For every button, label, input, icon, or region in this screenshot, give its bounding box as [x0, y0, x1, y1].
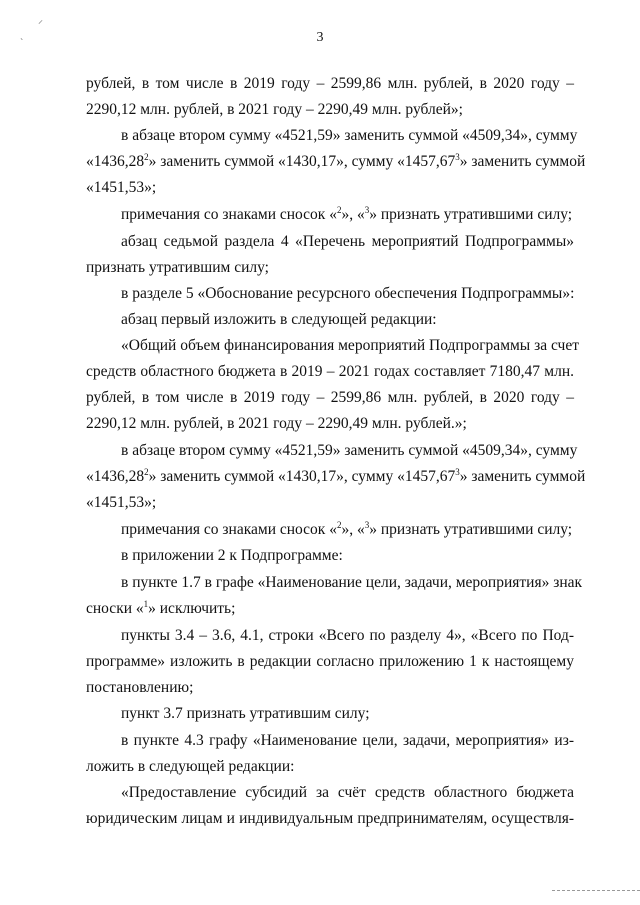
text-line: в разделе 5 «Обоснование ресурсного обеспечения Подпрограммы»:: [121, 285, 575, 302]
page-number: 3: [316, 30, 324, 45]
text-line: ложить в следующей редакции:: [86, 758, 295, 775]
text-line: сноски «$^1$» исключить;: [86, 598, 236, 617]
text-line: в абзаце втором сумму «4521,59» заменить суммой «4509,34», сумму: [121, 127, 578, 144]
text-line: абзац седьмой раздела 4 «Перечень мероприятий Подпрограммы»: [121, 233, 574, 250]
scan-mark: ⸝: [38, 15, 43, 26]
text-line: рублей, в том числе в 2019 году – 2599,86 млн. рублей, в 2020 году –: [86, 389, 574, 406]
text-line: в приложении 2 к Подпрограмме:: [121, 547, 343, 564]
text-line: пункты 3.4 – 3.6, 4.1, строки «Всего по разделу 4», «Всего по Под-: [121, 627, 574, 644]
text-line: примечания со знаками сносок «$^2$», «$^3$» признать утратившими силу;: [121, 519, 573, 538]
text-line: программе» изложить в редакции согласно приложению 1 к настоящему: [86, 653, 574, 670]
text-line: признать утратившим силу;: [86, 259, 269, 276]
text-line: примечания со знаками сносок «$^2$», «$^3$» признать утратившими силу;: [121, 204, 573, 223]
text-line: абзац первый изложить в следующей редакции:: [121, 311, 437, 328]
text-line: в пункте 1.7 в графе «Наименование цели, задачи, мероприятия» знак: [121, 574, 583, 591]
text-line: юридическим лицам и индивидуальным предпринимателям, осуществля-: [86, 810, 574, 827]
scan-mark: ˋ: [20, 38, 24, 49]
text-line: «1451,53»;: [86, 494, 157, 511]
text-line: 2290,12 млн. рублей, в 2021 году – 2290,49 млн. рублей.»;: [86, 415, 467, 432]
text-line: «Общий объем финансирования мероприятий Подпрограммы за счет: [121, 337, 579, 354]
text-line: постановлению;: [86, 679, 194, 696]
text-line: «Предоставление субсидий за счёт средств областного бюджета: [121, 784, 574, 801]
text-line: «1436,28$^2$» заменить суммой «1430,17», сумму «1457,67$^3$» заменить суммой: [86, 466, 586, 485]
text-line: в пункте 4.3 графу «Наименование цели, задачи, мероприятия» из-: [121, 732, 574, 749]
text-line: пункт 3.7 признать утратившим силу;: [121, 705, 370, 722]
scan-edge-line: [552, 890, 640, 891]
text-line: 2290,12 млн. рублей, в 2021 году – 2290,49 млн. рублей»;: [86, 101, 463, 118]
text-line: в абзаце втором сумму «4521,59» заменить суммой «4509,34», сумму: [121, 442, 578, 459]
text-line: средств областного бюджета в 2019 – 2021 годах составляет 7180,47 млн.: [86, 363, 574, 380]
text-line: «1451,53»;: [86, 179, 157, 196]
text-line: «1436,28$^2$» заменить суммой «1430,17», сумму «1457,67$^3$» заменить суммой: [86, 151, 586, 170]
text-line: рублей, в том числе в 2019 году – 2599,86 млн. рублей, в 2020 году –: [86, 75, 574, 92]
